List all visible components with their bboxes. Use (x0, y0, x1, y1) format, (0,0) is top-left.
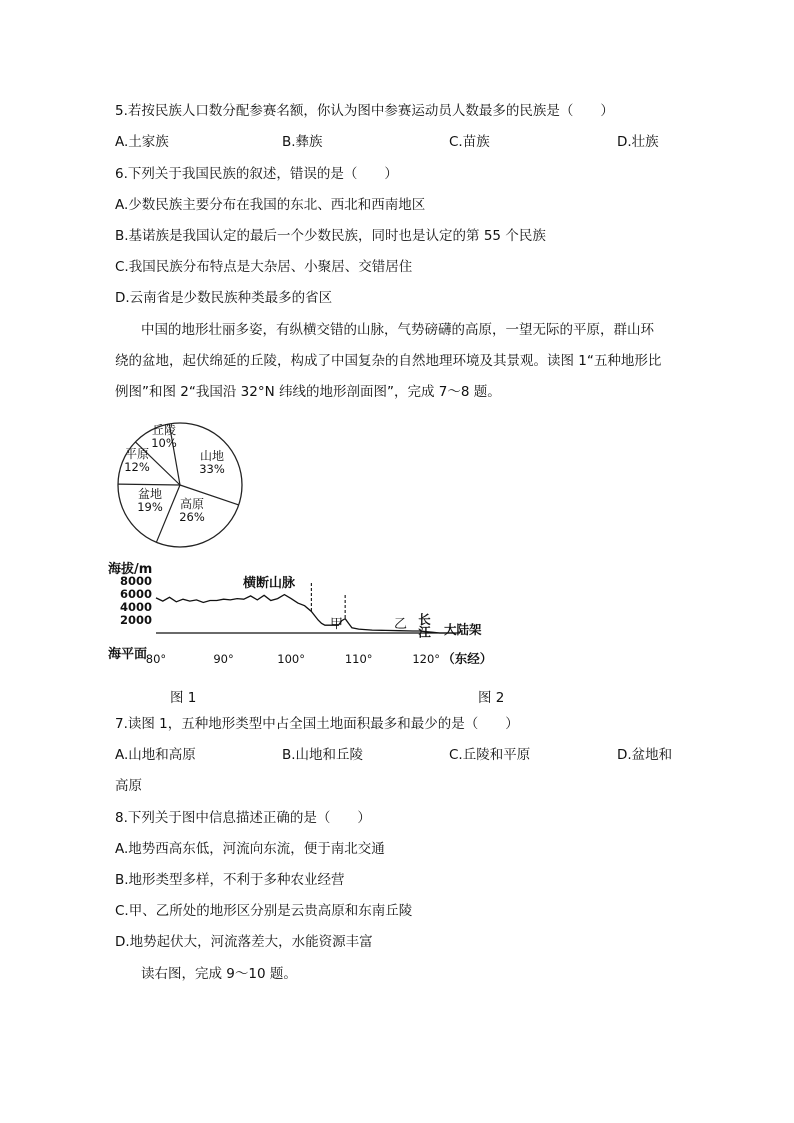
q5-option-a: A.土家族 (115, 134, 169, 150)
annotation-yi: 乙 (394, 617, 408, 632)
pie-label-name-4: 丘陵 (151, 423, 177, 437)
profile-sea-level: 海平面 (108, 647, 148, 662)
annotation-jia: 甲 (330, 617, 344, 632)
pie-label-value-0: 33% (199, 462, 225, 476)
q7-option-a: A.山地和高原 (115, 747, 196, 763)
pie-label-name-0: 山地 (199, 449, 225, 463)
profile-xtick-4: 120° (412, 652, 441, 666)
q5-option-c: C.苗族 (449, 134, 490, 150)
profile-ytick-0: 2000 (119, 613, 152, 627)
q7-option-d: D.盆地和 (617, 747, 673, 763)
pie-label-value-1: 26% (179, 510, 205, 524)
q8-stem: 8.下列关于图中信息描述正确的是（ ） (115, 810, 371, 826)
annotation-changjiang: 长江 (416, 613, 432, 638)
q7-stem: 7.读图 1，五种地形类型中占全国土地面积最多和最少的是（ ） (115, 716, 519, 732)
terrain-pie-chart (112, 420, 252, 550)
q7-option-b: B.山地和丘陵 (282, 747, 364, 763)
q5-option-d: D.壮族 (617, 134, 659, 150)
pie-label-name-2: 盆地 (137, 487, 163, 501)
profile-xtick-1: 90° (213, 652, 234, 666)
q5-option-b: B.彝族 (282, 134, 323, 150)
terrain-profile-chart (108, 557, 508, 672)
annotation-continental-shelf: 大陆架 (444, 622, 482, 637)
profile-ytick-2: 6000 (119, 587, 152, 601)
q7-option-d-wrap: 高原 (115, 778, 142, 794)
passage-line-1: 中国的地形壮丽多姿，有纵横交错的山脉，气势磅礴的高原，一望无际的平原，群山环 (141, 322, 654, 338)
q8-option-a: A.地势西高东低，河流向东流，便于南北交通 (115, 841, 385, 857)
passage-line-2: 绕的盆地，起伏绵延的丘陵，构成了中国复杂的自然地理环境及其景观。读图 1“五种地形比 (115, 353, 662, 369)
q8-option-c: C.甲、乙所处的地形区分别是云贵高原和东南丘陵 (115, 903, 413, 919)
q6-option-b: B.基诺族是我国认定的最后一个少数民族，同时也是认定的第 55 个民族 (115, 228, 546, 244)
pie-label-name-3: 平原 (124, 447, 150, 461)
profile-xtick-2: 100° (277, 652, 305, 666)
pie-label-value-4: 10% (151, 436, 177, 450)
annotation-hengduan: 横断山脉 (243, 576, 296, 591)
pie-label-value-3: 12% (124, 460, 150, 474)
q6-option-a: A.少数民族主要分布在我国的东北、西北和西南地区 (115, 197, 426, 213)
pie-label-value-2: 19% (137, 500, 163, 514)
profile-ytick-3: 8000 (119, 574, 152, 588)
figure-2-caption: 图 2 (478, 690, 505, 706)
pie-slice-3 (118, 484, 180, 485)
profile-ytick-1: 4000 (119, 600, 152, 614)
q7-option-c: C.丘陵和平原 (449, 747, 531, 763)
pie-label-name-1: 高原 (179, 497, 205, 511)
profile-terrain-line (156, 595, 453, 633)
q6-option-d: D.云南省是少数民族种类最多的省区 (115, 290, 333, 306)
q5-stem: 5.若按民族人口数分配参赛名额，你认为图中参赛运动员人数最多的民族是（ ） (115, 103, 614, 119)
q8-option-d: D.地势起伏大，河流落差大，水能资源丰富 (115, 934, 373, 950)
passage-line-3: 例图”和图 2“我国沿 32°N 纬线的地形剖面图”，完成 7～8 题。 (115, 384, 501, 400)
q8-option-b: B.地形类型多样，不利于多种农业经营 (115, 872, 345, 888)
profile-x-unit: （东经） (442, 651, 493, 666)
profile-xtick-3: 110° (344, 652, 373, 666)
figure-1-caption: 图 1 (170, 690, 197, 706)
q9-intro: 读右图，完成 9～10 题。 (141, 966, 297, 982)
profile-xtick-0: 80° (145, 652, 167, 666)
q6-stem: 6.下列关于我国民族的叙述，错误的是（ ） (115, 166, 398, 182)
profile-ylabel: 海拔/m (108, 562, 153, 577)
q6-option-c: C.我国民族分布特点是大杂居、小聚居、交错居住 (115, 259, 413, 275)
